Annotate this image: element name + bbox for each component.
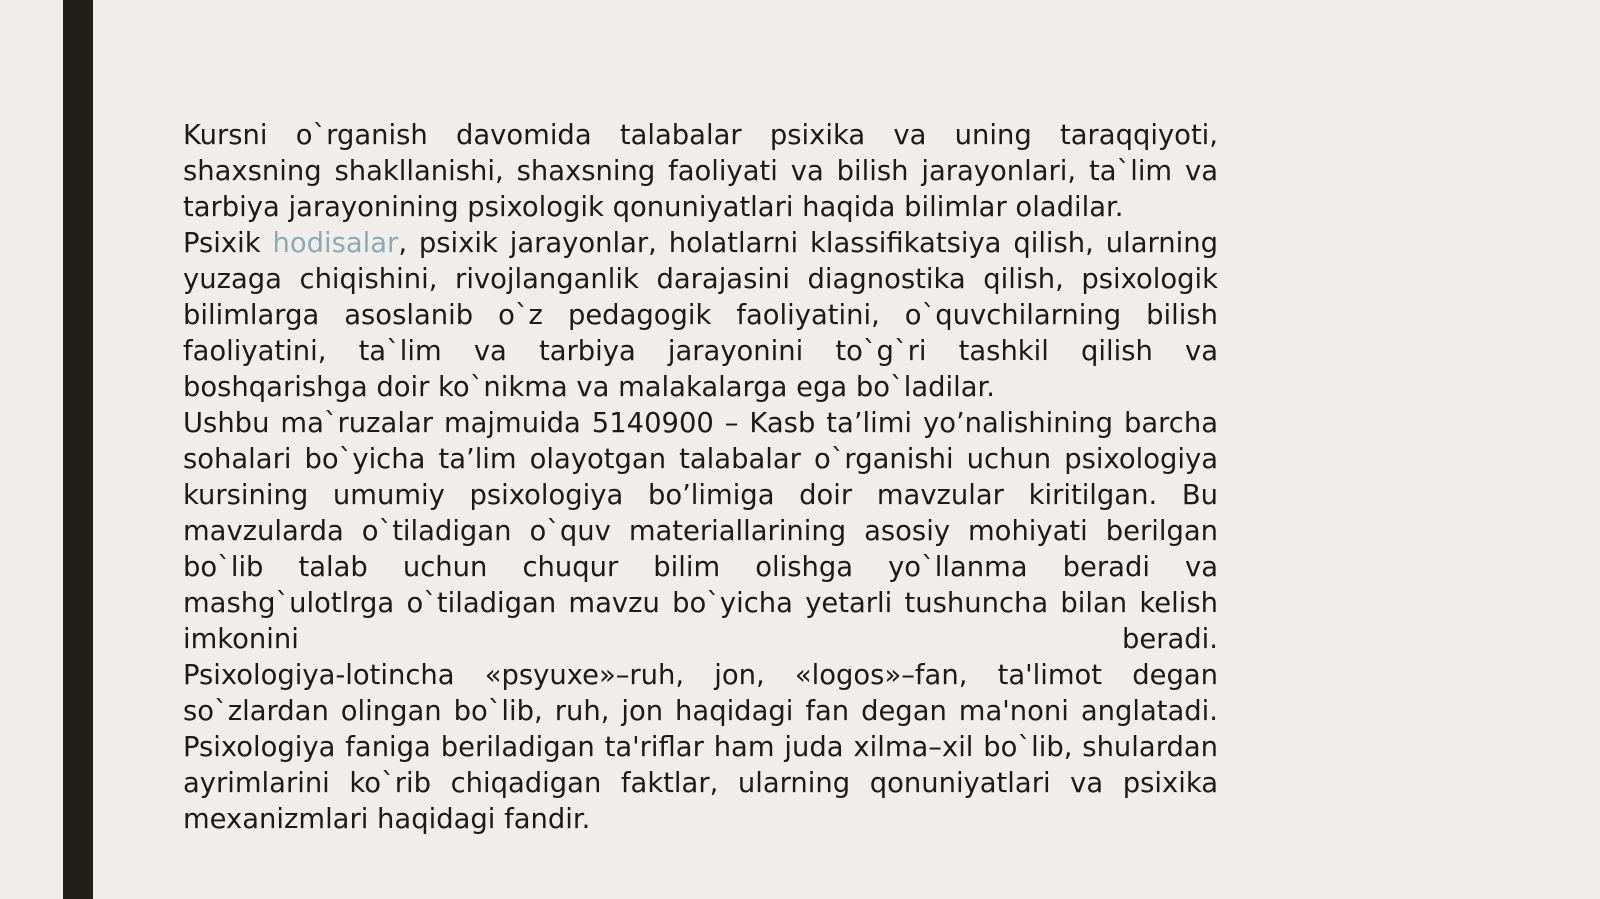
slide-text-body [183, 118, 1218, 838]
paragraph-course-outcomes: Kursni o`rganish davomida talabalar psixika va uning taraqqiyoti, shaxsning shakllanishi, shaxsning faoliyati va bilish jarayonlari, ta`lim va tarbiya jarayonining psixologik qonuniyatlari haqida bilimlar oladilar. [183, 120, 1218, 223]
hodisalar-link[interactable]: hodisalar [272, 228, 399, 259]
left-accent-bar [63, 0, 93, 899]
paragraph-psychic-phenomena-start: Psixik [183, 228, 273, 259]
paragraph-psychology-definition: Psixologiya-lotincha «psyuxe»–ruh, jon, «logos»–fan, ta'limot degan so`zlardan olingan bo`lib, ruh, jon haqidagi fan degan ma'noni anglatadi. Psixologiya faniga beriladigan ta'riflar ham juda xilma–xil bo`lib, shulardan ayrimlarini ko`rib chiqadigan faktlar, ularning qonuniyatlari va psixika mexanizmlari haqidagi fandir. [183, 660, 1218, 835]
paragraph-psychic-phenomena [183, 226, 1218, 406]
paragraph-psychic-phenomena-rest: , psixik jarayonlar, holatlarni klassifikatsiya qilish, ularning yuzaga chiqishini, rivojlanganlik darajasini diagnostika qilish, psixologik bilimlarga asoslanib o`z pedagogik faoliyatini, o`quvchilarning bilish faoliyatini, ta`lim va tarbiya jarayonini to`g`ri tashkil qilish va boshqarishga doir ko`nikma va malakalarga ega bo`ladilar. [183, 228, 1218, 403]
paragraph-lecture-collection: Ushbu ma`ruzalar majmuida 5140900 – Kasb ta’limi yo’nalishining barcha sohalari bo`yicha ta’lim olayotgan talabalar o`rganishi uchun psixologiya kursining umumiy psixologiya bo’limiga doir mavzular kiritilgan. Bu mavzularda o`tiladigan o`quv materiallarining asosiy mohiyati berilgan bo`lib talab uchun chuqur bilim olishga yo`llanma beradi va mashg`ulotlrga o`tiladigan mavzu bo`yicha yetarli tushuncha bilan kelish imkonini beradi. [183, 408, 1218, 655]
